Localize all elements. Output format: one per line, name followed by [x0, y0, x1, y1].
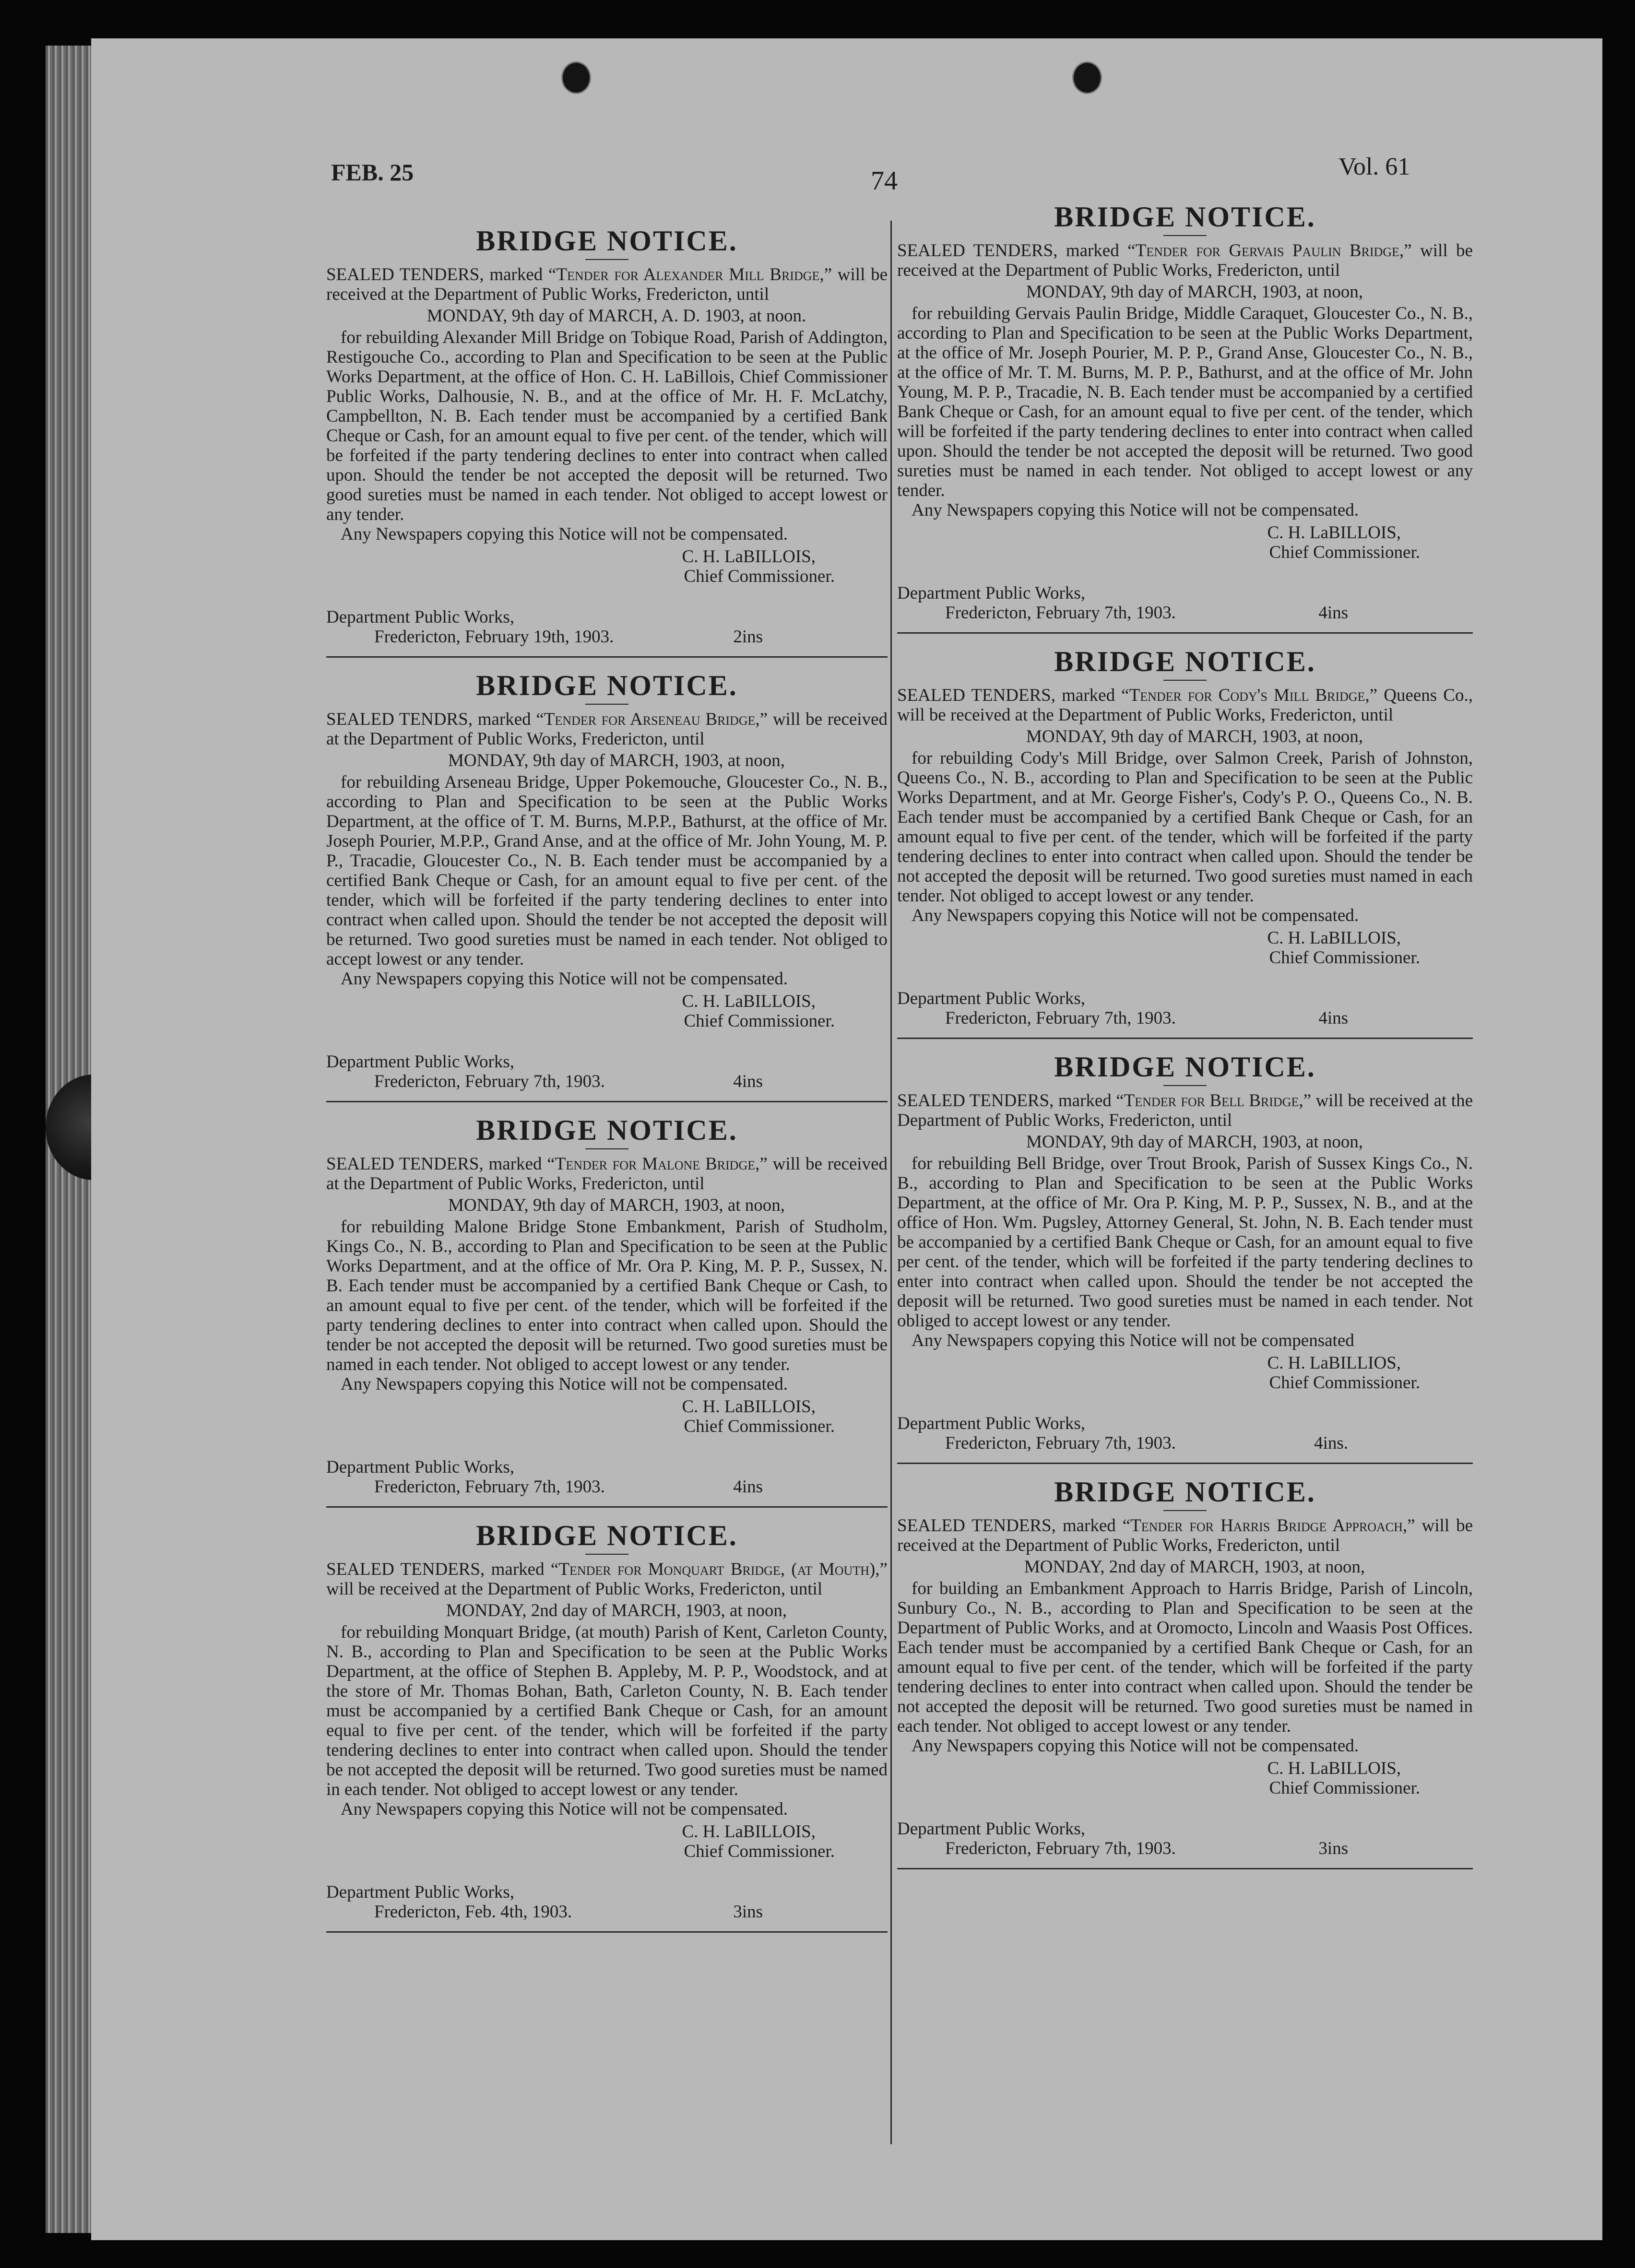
- notice-separator: [897, 1463, 1473, 1464]
- left-column: [326, 225, 888, 1945]
- insertion-count: 4ins.: [1314, 1433, 1348, 1453]
- issued-line: [326, 1477, 888, 1497]
- notice-intro: [326, 709, 888, 749]
- insertion-count: 3ins: [1318, 1839, 1348, 1858]
- bridge-notice: [897, 646, 1473, 1039]
- tender-name: “Tender for Bell Bridge,”: [1116, 1091, 1311, 1110]
- insertion-count: 2ins: [733, 627, 763, 647]
- notice-intro: [897, 1091, 1473, 1130]
- insertion-count: 4ins: [1318, 603, 1348, 623]
- tender-name: “Tender for Gervais Paulin Bridge,”: [1127, 241, 1412, 260]
- title-rule: [585, 704, 628, 705]
- right-column: [897, 201, 1473, 1882]
- notice-intro: [326, 1154, 888, 1193]
- compensation-note: Any Newspapers copying this Notice will not be compensated.: [341, 969, 788, 989]
- intro-lead: SEALED TENDERS, marked: [897, 685, 1122, 705]
- issue-date: Fredericton, February 7th, 1903.: [374, 1072, 605, 1091]
- signer-title: Chief Commissioner.: [684, 1011, 835, 1031]
- tender-name: “Tender for Arseneau Bridge,”: [536, 709, 768, 729]
- issued-line: [897, 1839, 1473, 1858]
- notice-intro: [897, 241, 1473, 280]
- issued-line: [326, 1902, 888, 1922]
- issued-line: [897, 1433, 1473, 1453]
- notice-intro: [897, 1516, 1473, 1555]
- tender-name: “Tender for Monquart Bridge, (at Mouth),”: [550, 1559, 888, 1579]
- intro-lead: SEALED TENDERS, marked: [326, 1154, 547, 1174]
- punch-hole-right: [1072, 61, 1102, 94]
- deadline-line: MONDAY, 9th day of MARCH, 1903, at noon,: [1026, 1132, 1363, 1152]
- punch-hole-left: [561, 61, 591, 94]
- tender-name: “Tender for Harris Bridge Approach,”: [1122, 1516, 1415, 1536]
- signer-title: Chief Commissioner.: [1269, 948, 1420, 968]
- notice-intro: [897, 685, 1473, 725]
- intro-lead: SEALED TENDERS, marked: [897, 241, 1128, 260]
- tender-name: “Tender for Cody's Mill Bridge,”: [1121, 685, 1378, 705]
- notice-body: for rebuilding Monquart Bridge, (at mouth) Parish of Kent, Carleton County, N. B., according to Plan and Specification to be seen at the Public Works Department, at the office of Stephen B. Appleby, M. P. P., Woodstock, and at the store of Mr. Thomas Bohan, Bath, Carleton County, N. B. Each tender must be accompanied by a certified Bank Cheque or Cash, for an amount equal to five per cent. of the tender, which will be forfeited if the party tendering declines to enter into contract when called upon. Should the tender be not accepted the deposit will be returned. Two good sureties must be named in each tender. Not obliged to accept lowest or any tender.: [326, 1622, 888, 1799]
- notice-intro: [326, 1559, 888, 1599]
- title-rule: [585, 1554, 628, 1555]
- bridge-notice: [897, 1051, 1473, 1464]
- compensation-note: Any Newspapers copying this Notice will not be compensated: [912, 1331, 1354, 1350]
- intro-rest: will be received at the Department of Public Works, Fredericton, until: [326, 1579, 823, 1599]
- department-line: Department Public Works,: [326, 607, 514, 627]
- notice-body: for building an Embankment Approach to Harris Bridge, Parish of Lincoln, Sunbury Co., N. B., according to Plan and Specification to be seen at the Department of Public Works, and at Oromocto, Lincoln and Waasis Post Offices. Each tender must be accompanied by a certified Bank Cheque or Cash, for an amount equal to five per cent. of the tender, which will be forfeited if the party tendering declines to enter into contract when called upon. Should the tender be not accepted the deposit will be returned. Two good sureties must be named in each tender. Not obliged to accept lowest or any tender.: [897, 1579, 1473, 1736]
- signer-name: C. H. LaBILLOIS,: [1267, 523, 1401, 543]
- notice-title: BRIDGE NOTICE.: [476, 1520, 738, 1551]
- insertion-count: 4ins: [733, 1477, 763, 1497]
- issue-date: Fredericton, February 19th, 1903.: [374, 627, 614, 647]
- issue-date: Fredericton, February 7th, 1903.: [374, 1477, 605, 1497]
- notice-title: BRIDGE NOTICE.: [476, 670, 738, 701]
- notice-separator: [326, 1506, 888, 1508]
- department-line: Department Public Works,: [326, 1052, 514, 1072]
- notice-separator: [326, 1101, 888, 1102]
- signer-title: Chief Commissioner.: [1269, 1373, 1420, 1393]
- notice-separator: [326, 1931, 888, 1933]
- department-line: Department Public Works,: [326, 1457, 514, 1477]
- deadline-line: MONDAY, 9th day of MARCH, 1903, at noon,: [448, 1195, 785, 1215]
- notice-title: BRIDGE NOTICE.: [1054, 1476, 1316, 1508]
- notice-title: BRIDGE NOTICE.: [1054, 1051, 1316, 1083]
- issued-line: [326, 627, 888, 647]
- tender-name: “Tender for Malone Bridge,”: [547, 1154, 768, 1174]
- notice-separator: [897, 632, 1473, 634]
- header-date: FEB. 25: [331, 159, 414, 186]
- bridge-notice: [897, 201, 1473, 634]
- intro-lead: SEALED TENDERS, marked: [326, 265, 549, 284]
- deadline-line: MONDAY, 2nd day of MARCH, 1903, at noon,: [446, 1601, 787, 1620]
- intro-rest: will be received at the Department of Public Works, Fredericton, until: [326, 709, 888, 749]
- insertion-count: 4ins: [733, 1072, 763, 1091]
- title-rule: [1163, 1510, 1207, 1511]
- signer-name: C. H. LaBILLOIS,: [682, 992, 816, 1011]
- title-rule: [1163, 1085, 1207, 1086]
- notice-title: BRIDGE NOTICE.: [476, 1114, 738, 1146]
- intro-rest: will be received at the Department of Public Works, Fredericton, until: [326, 265, 888, 304]
- title-rule: [1163, 235, 1207, 236]
- compensation-note: Any Newspapers copying this Notice will not be compensated.: [912, 500, 1359, 520]
- intro-lead: SEALED TENDERS, marked: [897, 1516, 1123, 1536]
- issue-date: Fredericton, February 7th, 1903.: [945, 1008, 1176, 1028]
- notice-body: for rebuilding Malone Bridge Stone Embankment, Parish of Studholm, Kings Co., N. B., according to Plan and Specification to be seen at the Public Works Department, and at the office of Mr. Ora P. King, M. P. P., Sussex, N. B. Each tender must be accompanied by a certified Bank Cheque or Cash, to an amount equal to five per cent. of the tender, which will be forfeited if the party tendering declines to enter into contract when called upon. Should the tender be not accepted the deposit will be returned. Two good sureties must be named in each tender. Not obliged to accept lowest or any tender.: [326, 1217, 888, 1374]
- intro-rest: will be received at the Department of Public Works, Fredericton, until: [326, 1154, 888, 1193]
- deadline-line: MONDAY, 9th day of MARCH, A. D. 1903, at noon.: [427, 306, 806, 326]
- notice-title: BRIDGE NOTICE.: [476, 225, 738, 257]
- deadline-line: MONDAY, 9th day of MARCH, 1903, at noon,: [1026, 282, 1363, 302]
- notice-body: for rebuilding Bell Bridge, over Trout Brook, Parish of Sussex Kings Co., N. B., according to Plan and Specification to be seen at the Public Works Department, at the office of Mr. Ora P. King, M. P. P., Sussex, N. B., and at the office of Hon. Wm. Pugsley, Attorney General, St. John, N. B. Each tender must be accompanied by a certified Bank Cheque or Cash, for an amount equal to five per cent. of the tender, which will be forfeited if the party tendering declines to enter into contract when called upon. Should the tender be not accepted the deposit will be returned. Two good sureties must be named in each tender. Not obliged to accept lowest or any tender.: [897, 1154, 1473, 1331]
- compensation-note: Any Newspapers copying this Notice will not be compensated.: [341, 1374, 788, 1394]
- insertion-count: 4ins: [1318, 1008, 1348, 1028]
- page-number: 74: [871, 166, 898, 196]
- intro-lead: SEALED TENDERS, marked: [326, 1559, 551, 1579]
- insertion-count: 3ins: [733, 1902, 763, 1922]
- issue-date: Fredericton, Feb. 4th, 1903.: [374, 1902, 572, 1922]
- notice-body: for rebuilding Alexander Mill Bridge on Tobique Road, Parish of Addington, Restigouche Co., according to Plan and Specification to be seen at the Public Works Department, at the office of Hon. C. H. LaBillois, Chief Commissioner Public Works, Dalhousie, N. B., and at the office of Mr. H. F. McLatchy, Campbellton, N. B. Each tender must be accompanied by a certified Bank Cheque or Cash, for an amount equal to five per cent. of the tender, which will be forfeited if the party tendering declines to enter into contract when called upon. Should the tender be not accepted the deposit will be returned. Two good sureties must be named in each tender. Not obliged to accept lowest or any tender.: [326, 328, 888, 524]
- bridge-notice: [326, 1520, 888, 1933]
- volume-number: Vol. 61: [1339, 153, 1410, 180]
- tender-name: “Tender for Alexander Mill Bridge,”: [548, 265, 832, 284]
- notice-title: BRIDGE NOTICE.: [1054, 201, 1316, 233]
- title-rule: [1163, 680, 1207, 681]
- issue-date: Fredericton, February 7th, 1903.: [945, 1433, 1176, 1453]
- deadline-line: MONDAY, 9th day of MARCH, 1903, at noon,: [448, 751, 785, 770]
- intro-rest: will be received at the Department of Public Works, Fredericton, until: [897, 1516, 1473, 1555]
- signer-title: Chief Commissioner.: [684, 1842, 835, 1861]
- issue-date: Fredericton, February 7th, 1903.: [945, 603, 1176, 623]
- intro-rest: will be received at the Department of Public Works, Fredericton, until: [897, 1091, 1473, 1130]
- intro-lead: SEALED TENDRS, marked: [326, 709, 536, 729]
- notice-intro: [326, 265, 888, 304]
- notice-separator: [897, 1038, 1473, 1039]
- notice-title: BRIDGE NOTICE.: [1054, 646, 1316, 677]
- intro-rest: Queens Co., will be received at the Department of Public Works, Fredericton, until: [897, 685, 1473, 725]
- bridge-notice: [326, 670, 888, 1102]
- department-line: Department Public Works,: [897, 1819, 1085, 1839]
- signer-title: Chief Commissioner.: [1269, 1778, 1420, 1798]
- signer-title: Chief Commissioner.: [1269, 543, 1420, 562]
- signer-title: Chief Commissioner.: [684, 1417, 835, 1436]
- notice-separator: [897, 1868, 1473, 1869]
- bridge-notice: [897, 1477, 1473, 1869]
- compensation-note: Any Newspapers copying this Notice will not be compensated.: [912, 1736, 1359, 1756]
- issued-line: [897, 1008, 1473, 1028]
- signer-name: C. H. LaBILLOIS,: [682, 547, 816, 567]
- title-rule: [585, 259, 628, 260]
- department-line: Department Public Works,: [326, 1882, 514, 1902]
- compensation-note: Any Newspapers copying this Notice will not be compensated.: [341, 1799, 788, 1819]
- column-divider: [890, 221, 892, 2144]
- deadline-line: MONDAY, 2nd day of MARCH, 1903, at noon,: [1024, 1557, 1365, 1577]
- department-line: Department Public Works,: [897, 583, 1085, 603]
- issue-date: Fredericton, February 7th, 1903.: [945, 1839, 1176, 1858]
- issued-line: [326, 1072, 888, 1091]
- issued-line: [897, 603, 1473, 623]
- compensation-note: Any Newspapers copying this Notice will not be compensated.: [341, 524, 788, 544]
- signer-name: C. H. LaBILLOIS,: [1267, 1759, 1401, 1778]
- signer-name: C. H. LaBILLIOS,: [1267, 1353, 1401, 1373]
- bridge-notice: [326, 225, 888, 658]
- signer-title: Chief Commissioner.: [684, 567, 835, 586]
- notice-body: for rebuilding Gervais Paulin Bridge, Middle Caraquet, Gloucester Co., N. B., according to Plan and Specification to be seen at the Public Works Department, at the office of Mr. Joseph Pourier, M. P. P., Grand Anse, Gloucester Co., N. B., at the office of Mr. T. M. Burns, M. P. P., Bathurst, and at the office of Mr. John Young, M. P. P., Tracadie, N. B. Each tender must be accompanied by a certified Bank Cheque or Cash, for an amount equal to five per cent. of the tender, which will be forfeited if the party tendering declines to enter into contract when called upon. Should the tender be not accepted the deposit will be returned. Two good sureties must be named in each tender. Not obliged to accept lowest or any tender.: [897, 304, 1473, 500]
- deadline-line: MONDAY, 9th day of MARCH, 1903, at noon,: [1026, 727, 1363, 746]
- compensation-note: Any Newspapers copying this Notice will not be compensated.: [912, 906, 1359, 925]
- bridge-notice: [326, 1115, 888, 1508]
- notice-separator: [326, 656, 888, 658]
- signer-name: C. H. LaBILLOIS,: [682, 1822, 816, 1842]
- signer-name: C. H. LaBILLOIS,: [1267, 928, 1401, 948]
- signer-name: C. H. LaBILLOIS,: [682, 1397, 816, 1417]
- title-rule: [585, 1148, 628, 1149]
- department-line: Department Public Works,: [897, 989, 1085, 1008]
- intro-lead: SEALED TENDERS, marked: [897, 1091, 1116, 1110]
- notice-body: for rebuilding Cody's Mill Bridge, over Salmon Creek, Parish of Johnston, Queens Co., N. B., according to Plan and Specification to be seen at the Public Works Department, and at Mr. George Fisher's, Cody's P. O., Queens Co., N. B. Each tender must be accompanied by a certified Bank Cheque or Cash, for an amount equal to five per cent. of the tender, which will be forfeited if the party tendering declines to enter into contract when called upon. Should the tender be not accepted the deposit will be returned. Two good sureties must named in each tender. Not obliged to accept lowest or any tender.: [897, 748, 1473, 906]
- department-line: Department Public Works,: [897, 1414, 1085, 1433]
- notice-body: for rebuilding Arseneau Bridge, Upper Pokemouche, Gloucester Co., N. B., according to Plan and Specification to be seen at the Public Works Department, at the office of T. M. Burns, M.P.P., Bathurst, at the office of Mr. Joseph Pourier, M.P.P., Grand Anse, and at the office of Mr. John Young, M. P. P., Tracadie, Gloucester Co., N. B. Each tender must be accompanied by a certified Bank Cheque or Cash, for an amount equal to five per cent. of the tender, which will be forfeited if the party tendering declines to enter into contract when called upon. Should the tender be not accepted the deposit will be returned. Two good sureties must be named in each tender. Not obliged to accept lowest or any tender.: [326, 772, 888, 969]
- intro-rest: will be received at the Department of Public Works, Fredericton, until: [897, 241, 1473, 280]
